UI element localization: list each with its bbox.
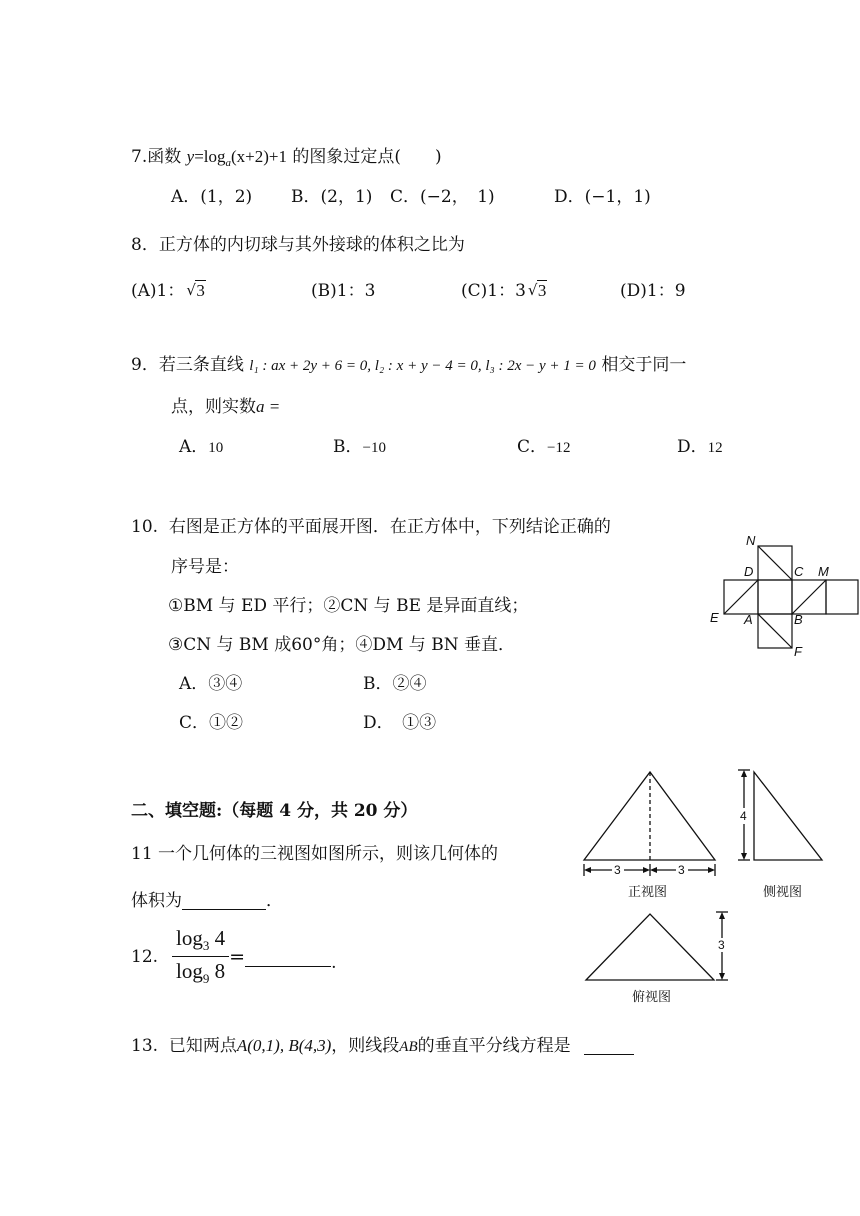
q9-option-a <box>179 436 223 459</box>
q10-option-d: D． ①③ <box>363 713 437 733</box>
q9-option-d-label: D． <box>677 437 708 457</box>
net-label-c: C <box>794 564 804 579</box>
q12-num-base: 3 <box>202 938 210 954</box>
q9-option-c <box>517 436 570 459</box>
q12-num-arg: 4 <box>214 926 226 950</box>
q11-period: ． <box>266 891 283 911</box>
q8-option-b: (B)1：3 <box>311 281 376 301</box>
q9-text-line2: 点，则实数 <box>171 397 256 417</box>
q13-text-b: ，则线段 <box>331 1036 400 1056</box>
net-label-f: F <box>794 644 802 658</box>
q12-num-log: log <box>176 926 203 950</box>
q7-stem <box>131 146 442 174</box>
q12-period: . <box>331 952 337 973</box>
q13-answer-blank <box>584 1054 634 1055</box>
q8-option-c <box>461 280 547 302</box>
side-dim-height: 4 <box>740 809 747 823</box>
q9-text-a: 若三条直线 <box>158 355 244 375</box>
q10-stem-line4: ③CN 与 BM 成60°角；④DM 与 BN 垂直． <box>168 635 515 655</box>
q8-option-a-text: (A)1： <box>131 281 185 301</box>
front-view-caption: 正视图 <box>628 885 668 900</box>
q10-stem-line3: ①BM 与 ED 平行；②CN 与 BE 是异面直线； <box>168 596 529 616</box>
q9-option-c-value: −12 <box>547 440 571 456</box>
q13-stem <box>131 1035 634 1058</box>
q7-formula-rest: (x+2)+1 <box>231 147 287 166</box>
front-dim-right: 3 <box>678 863 685 877</box>
q13-segment: AB <box>399 1039 418 1055</box>
q7-text-b: 的图象过定点( <box>292 147 402 167</box>
q10-number: 10. <box>131 517 159 537</box>
q11-stem-line2 <box>131 890 283 912</box>
q11-text: 体积为 <box>131 891 182 911</box>
q9-text-b: 相交于同一 <box>601 355 687 375</box>
cube-net-figure <box>708 532 860 658</box>
q9-option-c-label: C． <box>517 437 548 457</box>
q9-option-d-value: 12 <box>707 440 723 456</box>
q9-stem <box>131 354 686 377</box>
q13-number: 13. <box>131 1036 159 1056</box>
q12-stem <box>131 926 336 987</box>
q8-option-a-radicand: 3 <box>196 281 205 300</box>
q12-denominator <box>172 957 229 987</box>
q7-option-b: B．(2，1) <box>291 187 373 207</box>
q8-option-c-radicand: 3 <box>537 281 547 300</box>
q13-text-c: 的垂直平分线方程是 <box>417 1036 571 1056</box>
q9-option-a-value: 10 <box>208 440 224 456</box>
q9-option-b-label: B． <box>333 437 363 457</box>
q7-option-a: A．(1，2) <box>171 187 253 207</box>
q10-stem-line1 <box>131 516 611 538</box>
net-label-d: D <box>744 564 754 579</box>
q12-den-arg: 8 <box>214 959 226 984</box>
q9-option-b <box>333 436 386 459</box>
q8-stem: 8．正方体的内切球与其外接球的体积之比为 <box>131 235 465 255</box>
q10-option-c: C．①② <box>179 713 244 733</box>
q12-den-log: log <box>176 959 203 984</box>
net-label-b: B <box>794 612 803 627</box>
q13-points: A(0,1), B(4,3) <box>236 1036 332 1055</box>
q7-number: 7. <box>131 147 148 167</box>
q7-formula-base: a <box>225 157 231 169</box>
q12-fraction <box>172 926 229 987</box>
q7-text-c: ) <box>435 147 442 167</box>
q9-option-d <box>677 436 723 459</box>
q8-option-c-text: (C)1：3 <box>461 281 526 301</box>
side-view-caption: 侧视图 <box>763 885 803 900</box>
q9-variable-a: a = <box>256 397 281 416</box>
q7-text-a: 函数 <box>147 147 182 167</box>
q7-option-d: D．(−1，1) <box>554 187 651 207</box>
q7-option-c: C．(−2， 1) <box>390 187 495 207</box>
net-label-m: M <box>818 564 829 579</box>
top-dim: 3 <box>718 938 725 952</box>
q8-option-a <box>131 280 206 302</box>
q9-option-a-label: A． <box>179 437 209 457</box>
section-title: 二、填空题:（每题 4 分，共 20 分） <box>131 801 418 821</box>
q12-answer-blank <box>245 966 331 967</box>
q9-number: 9． <box>131 355 159 375</box>
q7-formula-y: y <box>186 147 195 166</box>
q8-option-d: (D)1：9 <box>620 281 686 301</box>
front-dim-left: 3 <box>614 863 621 877</box>
q13-text-a: 已知两点 <box>168 1036 237 1056</box>
q12-number: 12. <box>131 946 159 967</box>
q10-option-a: A．③④ <box>179 674 243 694</box>
net-label-a: A <box>744 612 753 627</box>
top-view-caption: 俯视图 <box>632 990 672 1005</box>
q11-stem-line1: 11 一个几何体的三视图如图所示，则该几何体的 <box>131 844 499 864</box>
q9-line-equations: l₁ : ax + 2y + 6 = 0, l₂ : x + y − 4 = 0, l₃ : 2x − y + 1 = 0 <box>249 358 596 374</box>
q7-formula-log: =log <box>194 147 226 166</box>
q9-option-b-value: −10 <box>362 440 386 456</box>
net-label-e: E <box>710 610 719 625</box>
net-label-n: N <box>746 533 756 548</box>
q12-numerator <box>172 926 229 957</box>
q10-text-line1: 右图是正方体的平面展开图．在正方体中，下列结论正确的 <box>168 517 611 537</box>
q11-answer-blank <box>182 909 266 910</box>
q9-stem-line2 <box>171 396 280 418</box>
q10-stem-line2: 序号是： <box>171 557 239 577</box>
q12-equals: = <box>229 945 246 968</box>
q10-option-b: B．②④ <box>363 674 427 694</box>
q12-den-base: 9 <box>202 971 210 987</box>
